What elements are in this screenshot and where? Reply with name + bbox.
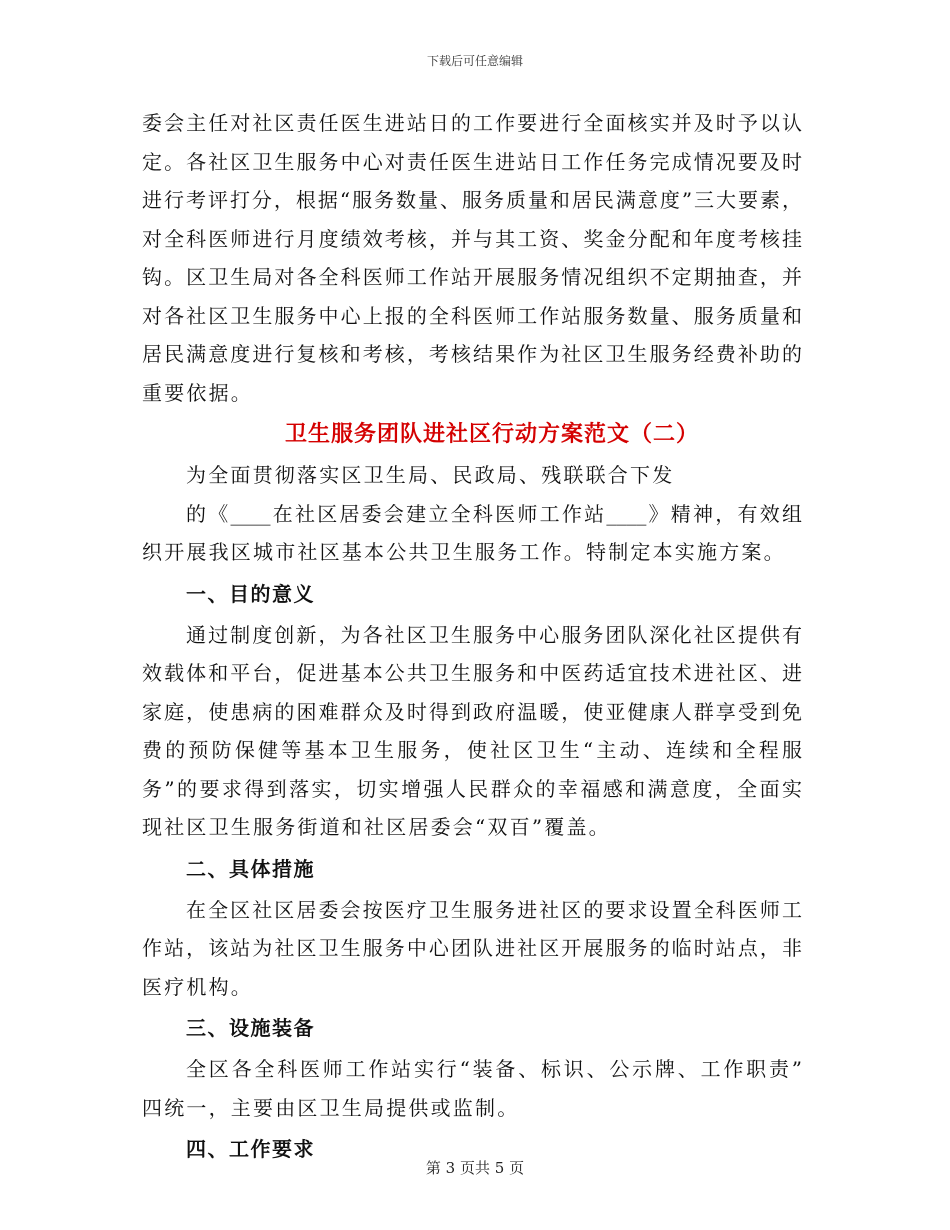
paragraph-line: 全区各全科医师工作站实行“装备、标识、公示牌、工作职责”	[186, 1057, 802, 1081]
paragraph-line: 钩。区卫生局对各全科医师工作站开展服务情况组织不定期抽查，并	[142, 265, 802, 289]
paragraph-line: 对全科医师进行月度绩效考核，并与其工资、奖金分配和年度考核挂	[142, 226, 802, 251]
heading-purpose: 一、目的意义	[186, 581, 315, 606]
heading-measures: 二、具体措施	[186, 856, 315, 881]
paragraph-line: 四统一，主要由区卫生局提供或监制。	[142, 1095, 520, 1120]
paragraph-line: 进行考评打分，根据“服务数量、服务质量和居民满意度”三大要素，	[142, 188, 802, 212]
paragraph-line: 效载体和平台，促进基本公共卫生服务和中医药适宜技术进社区、进	[142, 661, 802, 685]
paragraph-line: 重要依据。	[142, 380, 253, 405]
paragraph-line: 家庭，使患病的困难群众及时得到政府温暖，使亚健康人群享受到免	[142, 699, 802, 724]
paragraph-line: 医疗机构。	[142, 974, 253, 999]
heading-requirements: 四、工作要求	[186, 1137, 315, 1161]
paragraph-line: 的《____在社区居委会建立全科医师工作站____》精神，有效组	[186, 501, 802, 526]
paragraph-line: 在全区社区居委会按医疗卫生服务进社区的要求设置全科医师工	[186, 897, 802, 922]
paragraph-line: 作站，该站为社区卫生服务中心团队进社区开展服务的临时站点，非	[142, 936, 802, 960]
paragraph-line: 现社区卫生服务街道和社区居委会“双百”覆盖。	[142, 815, 611, 839]
page-header: 下载后可任意编辑	[426, 54, 523, 68]
section-title: 卫生服务团队进社区行动方案范文（二）	[284, 421, 699, 447]
paragraph-line: 织开展我区城市社区基本公共卫生服务工作。特制定本实施方案。	[142, 540, 786, 564]
page-footer: 第 3 页共 5 页	[425, 1159, 525, 1177]
paragraph-line: 委会主任对社区责任医生进站日的工作要进行全面核实并及时予以认	[142, 111, 802, 135]
paragraph-line: 通过制度创新，为各社区卫生服务中心服务团队深化社区提供有	[186, 622, 802, 647]
heading-facilities: 三、设施装备	[186, 1016, 315, 1040]
paragraph-line: 费的预防保健等基本卫生服务，使社区卫生“主动、连续和全程服	[142, 738, 802, 762]
paragraph-line: 定。各社区卫生服务中心对责任医生进站日工作任务完成情况要及时	[142, 149, 802, 174]
paragraph-line: 务”的要求得到落实，切实增强人民群众的幸福感和满意度，全面实	[142, 776, 802, 801]
paragraph-line: 居民满意度进行复核和考核，考核结果作为社区卫生服务经费补助的	[142, 342, 802, 366]
paragraph-line: 对各社区卫生服务中心上报的全科医师工作站服务数量、服务质量和	[142, 303, 802, 328]
paragraph-line: 为全面贯彻落实区卫生局、民政局、残联联合下发	[186, 463, 675, 487]
document-body	[142, 104, 802, 1171]
